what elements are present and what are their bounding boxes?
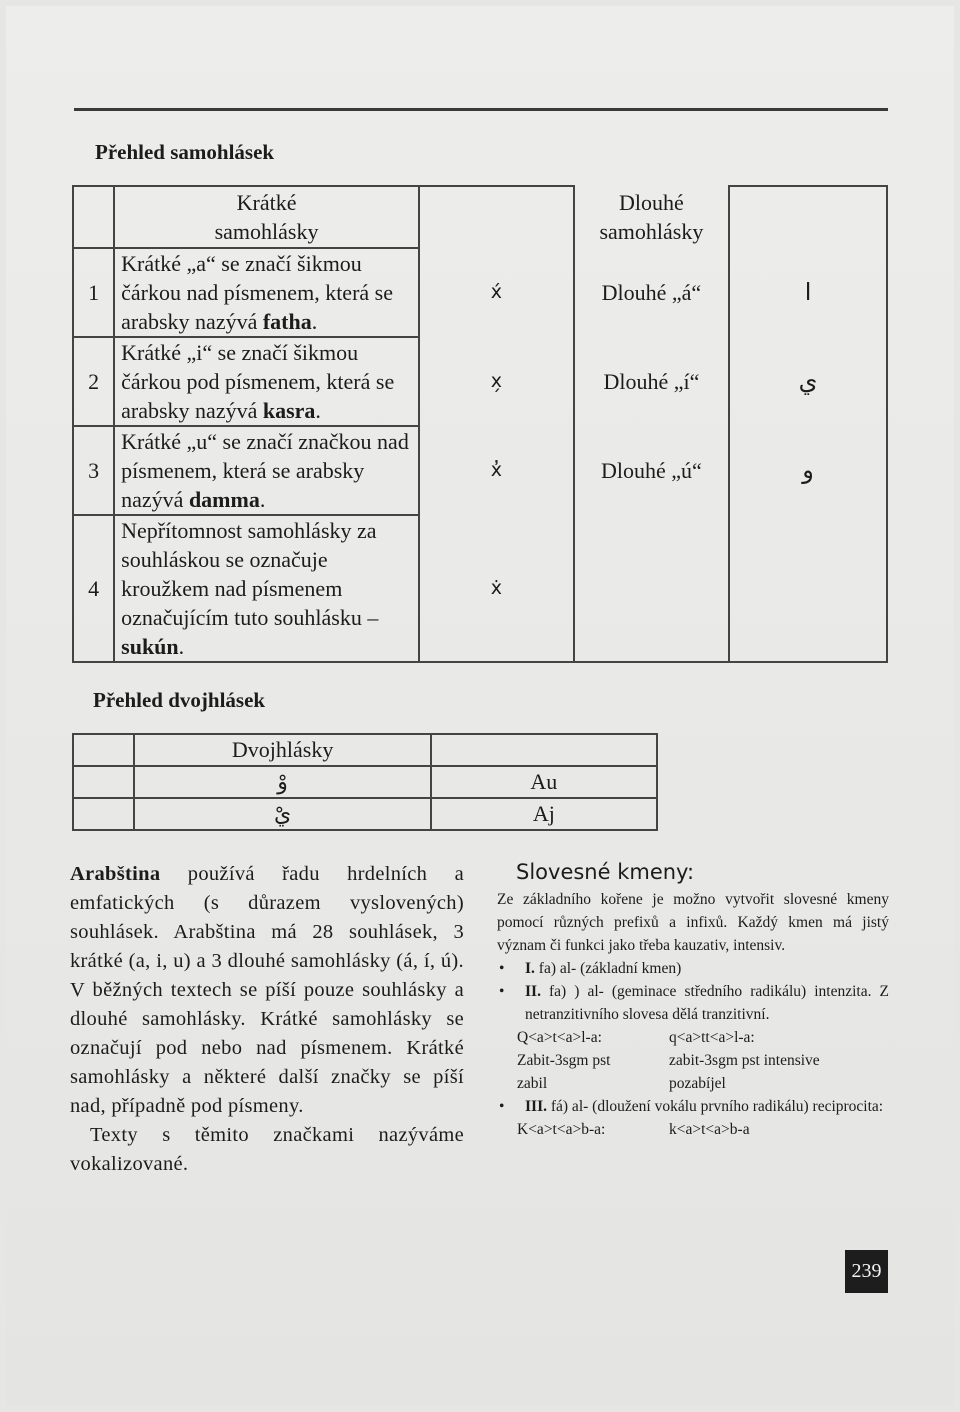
vowel-description: Nepřítomnost samohlásky za souhláskou se označuje kroužkem nad písmenem označujícím tuto souhlásku – sukún. bbox=[114, 515, 419, 662]
vowel-row: 2 Krátké „i“ se značí šikmou čárkou pod písmenem, která se arabsky nazývá kasra. x̗ Dlouhé „í“ ي bbox=[73, 337, 887, 426]
arabic-diphthong: وْ bbox=[134, 766, 430, 798]
verb-stems-heading: Slovesné kmeny: bbox=[516, 860, 695, 884]
short-vowels-header: Krátké samohlásky bbox=[114, 186, 419, 248]
list-item: • III. fá) al- (dloužení vokálu prvního radikálu) reciprocita: bbox=[499, 1098, 884, 1115]
diphthong-row bbox=[73, 798, 657, 830]
vowels-heading: Přehled samohlásek bbox=[95, 140, 275, 164]
vowel-mark: x̓ bbox=[419, 426, 574, 515]
arabic-diphthong: يْ bbox=[134, 798, 430, 830]
diphthongs-header-row bbox=[73, 734, 657, 766]
right-column-text bbox=[497, 888, 889, 1141]
example-row: zabil pozabíjel bbox=[517, 1075, 726, 1092]
diphthongs-heading: Přehled dvojhlásek bbox=[93, 688, 266, 712]
arabic-letter: و bbox=[729, 426, 887, 515]
list-item: • II. fa) ) al- (geminace středního radikálu) intenzita. Z netranzitivního slovesa dělá tranzitivní. bbox=[499, 983, 889, 1023]
top-rule bbox=[74, 108, 888, 111]
vowel-description: Krátké „u“ se značí značkou nad písmenem, která se arabsky nazývá damma. bbox=[114, 426, 419, 515]
example-row: Zabit-3sgm pst zabit-3sgm pst intensive bbox=[517, 1052, 820, 1069]
vowel-description: Krátké „i“ se značí šikmou čárkou pod písmenem, která se arabsky nazývá kasra. bbox=[114, 337, 419, 426]
page-number: 239 bbox=[845, 1250, 888, 1293]
long-vowel: Dlouhé „ú“ bbox=[574, 426, 729, 515]
vowel-row: 1 Krátké „a“ se značí šikmou čárkou nad písmenem, která se arabsky nazývá fatha. x́ Dlouhé „á“ ا bbox=[73, 248, 887, 337]
diphthongs-table bbox=[72, 733, 658, 831]
long-vowels-header: Dlouhé samohlásky bbox=[574, 186, 729, 248]
vowel-row: 4 Nepřítomnost samohlásky za souhláskou se označuje kroužkem nad písmenem označujícím tuto souhlásku – sukún. ẋ bbox=[73, 515, 887, 662]
vowel-row: 3 Krátké „u“ se značí značkou nad písmenem, která se arabsky nazývá damma. x̓ Dlouhé „ú“ و bbox=[73, 426, 887, 515]
paragraph: Arabština používá řadu hrdelních a emfatických (s důrazem vyslovených) souhlásek. Arabština má 28 souhlásek, 3 krátké (a, i, u) a 3 dlouhé samohlásky (á, í, ú). V běžných textech se píší pouze souhlásky a dlouhé samohlásky. Krátké samohlásky se označují pod nebo nad písmenem. Krátké samohlásky a některé další značky se píší nad, případně pod písmeny. bbox=[70, 863, 464, 1117]
vowel-mark: x̗ bbox=[419, 337, 574, 426]
paragraph: Texty s těmito značkami nazýváme vokalizované. bbox=[70, 1124, 464, 1175]
vowels-table bbox=[72, 185, 888, 663]
vowel-mark: x́ bbox=[419, 248, 574, 337]
intro-paragraph: Ze základního kořene je možno vytvořit slovesné kmeny pomocí různých prefixů a infixů. Každý kmen má jistý význam či funkci jako třeba kauzativ, intensiv. bbox=[497, 891, 889, 954]
diphthong-row bbox=[73, 766, 657, 798]
left-column-text bbox=[70, 860, 464, 1179]
latin-diphthong: Aj bbox=[431, 798, 657, 830]
example-row: Q<a>t<a>l-a: q<a>tt<a>l-a: bbox=[517, 1029, 755, 1046]
long-vowel: Dlouhé „á“ bbox=[574, 248, 729, 337]
list-item: • I. fa) al- (základní kmen) bbox=[499, 960, 682, 977]
example-row: K<a>t<a>b-a: k<a>t<a>b-a bbox=[517, 1121, 750, 1138]
long-vowel bbox=[574, 515, 729, 662]
arabic-letter bbox=[729, 515, 887, 662]
long-vowel: Dlouhé „í“ bbox=[574, 337, 729, 426]
arabic-letter: ي bbox=[729, 337, 887, 426]
arabic-letter: ا bbox=[729, 248, 887, 337]
vowel-description: Krátké „a“ se značí šikmou čárkou nad písmenem, která se arabsky nazývá fatha. bbox=[114, 248, 419, 337]
vowels-header-row bbox=[73, 186, 887, 248]
latin-diphthong: Au bbox=[431, 766, 657, 798]
vowel-mark: ẋ bbox=[419, 515, 574, 662]
diphthongs-header: Dvojhlásky bbox=[134, 734, 430, 766]
